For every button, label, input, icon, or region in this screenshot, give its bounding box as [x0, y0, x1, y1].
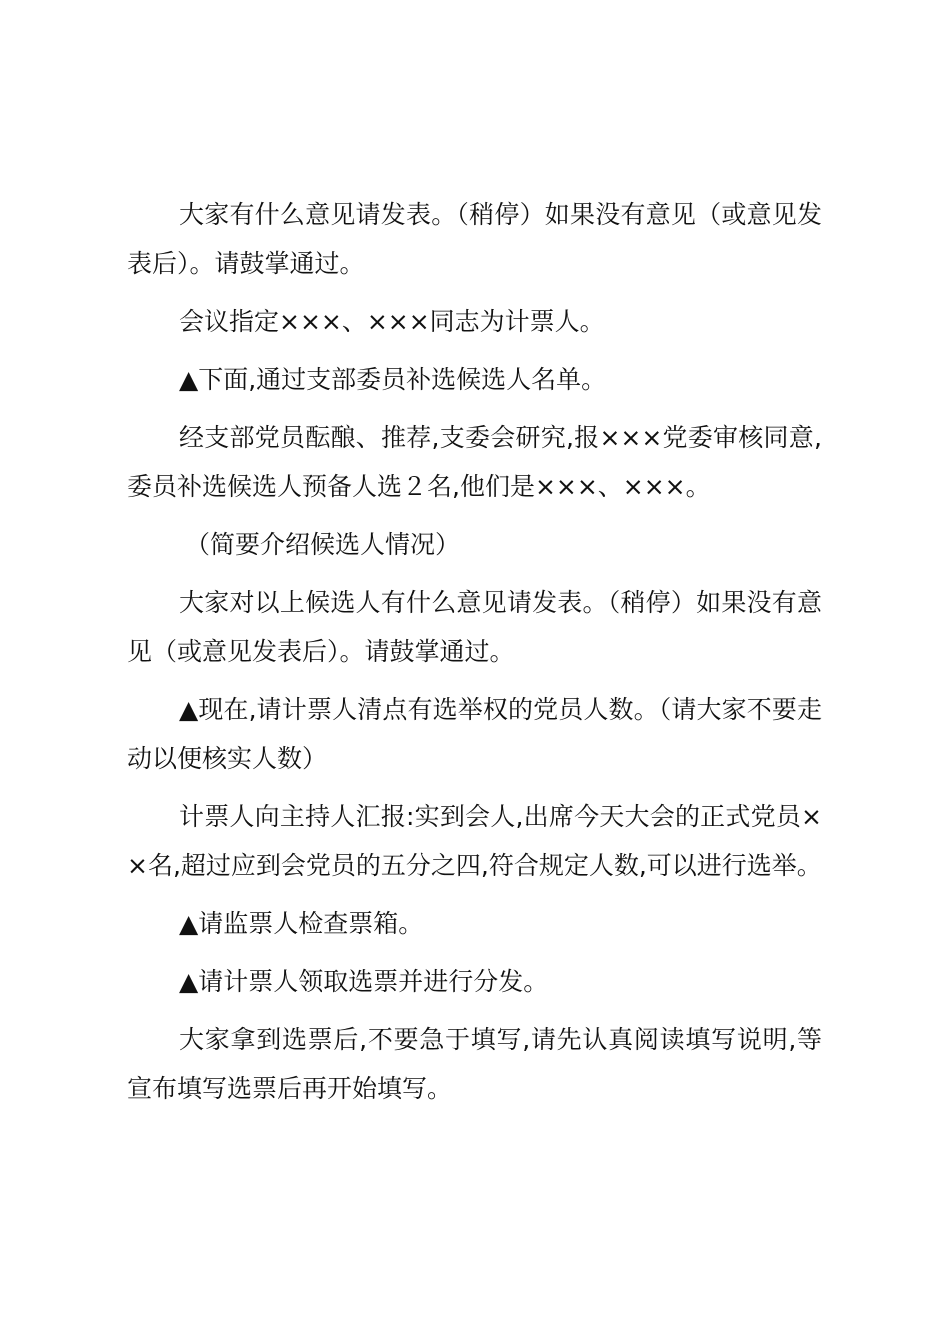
paragraph-1: 大家有什么意见请发表。（稍停）如果没有意见（或意见发表后）。请鼓掌通过。 [127, 200, 822, 278]
paragraph-5: （简要介绍候选人情况） [185, 530, 461, 559]
paragraph-10: ▲请计票人领取选票并进行分发。 [179, 967, 549, 996]
paragraph-7: ▲现在,请计票人清点有选举权的党员人数。（请大家不要走动以便核实人数） [127, 695, 822, 773]
paragraph-8: 计票人向主持人汇报:实到会人,出席今天大会的正式党员××名,超过应到会党员的五分之四,符合规定人数,可以进行选举。 [127, 802, 822, 880]
paragraph-2: 会议指定×××、×××同志为计票人。 [179, 307, 605, 336]
paragraph-6: 大家对以上候选人有什么意见请发表。（稍停）如果没有意见（或意见发表后）。请鼓掌通过。 [127, 588, 822, 666]
paragraph-11: 大家拿到选票后,不要急于填写,请先认真阅读填写说明,等宣布填写选票后再开始填写。 [127, 1025, 822, 1103]
paragraph-9: ▲请监票人检查票箱。 [179, 909, 424, 938]
paragraph-4: 经支部党员酝酿、推荐,支委会研究,报×××党委审核同意,委员补选候选人预备人选２名,他们是×××、×××。 [127, 423, 822, 501]
paragraph-3: ▲下面,通过支部委员补选候选人名单。 [179, 365, 607, 394]
document-body [127, 190, 822, 1122]
